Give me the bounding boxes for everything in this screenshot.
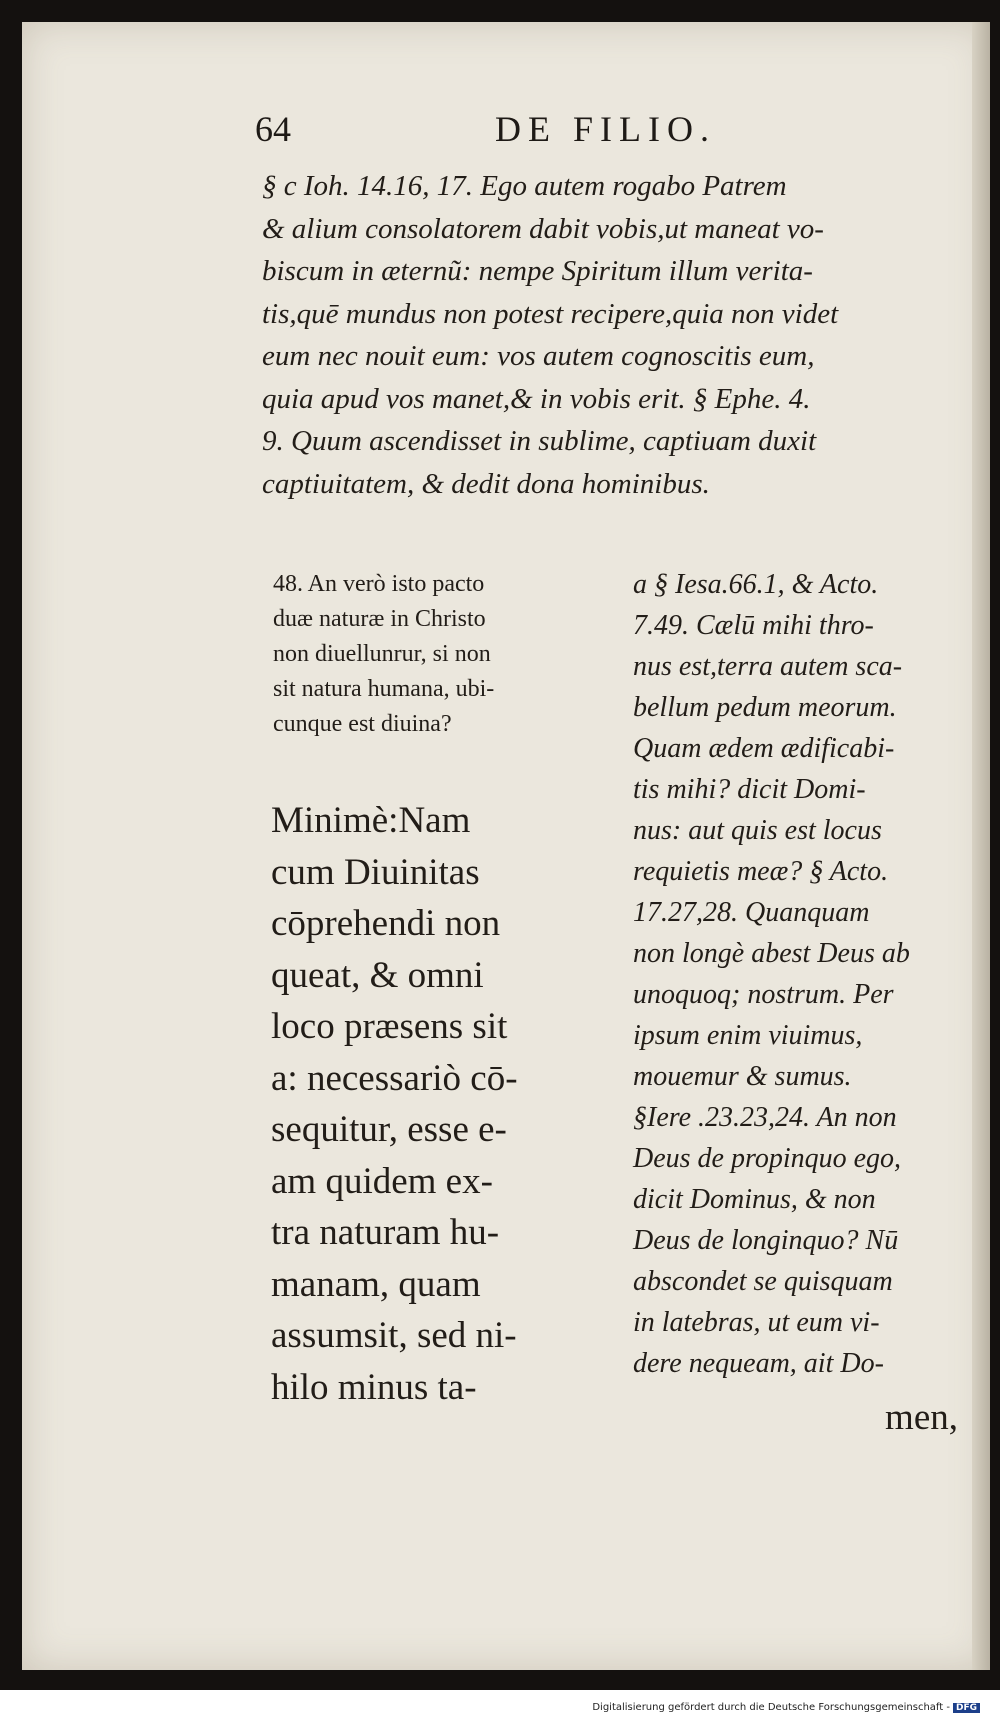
text-line: am quidem ex- xyxy=(271,1160,493,1202)
text-line: 9. Quum ascendisset in sublime, captiuam duxit xyxy=(262,425,817,457)
text-line: 17.27,28. Quanquam xyxy=(633,897,870,928)
text-line: Minimè:Nam xyxy=(271,800,471,841)
text-line: Deus de longinquo? Nū xyxy=(633,1225,899,1256)
text-line: 7.49. Cælū mihi thro- xyxy=(633,610,874,641)
text-line: a: necessariò cō- xyxy=(271,1057,518,1099)
text-line: hilo minus ta- xyxy=(271,1366,477,1408)
text-line: §Iere .23.23,24. An non xyxy=(633,1102,897,1133)
text-line: in latebras, ut eum vi- xyxy=(633,1307,880,1338)
text-line: dicit Dominus, & non xyxy=(633,1184,876,1215)
text-line: cōprehendi non xyxy=(271,903,501,944)
credit-text: Digitalisierung gefördert durch die Deutsche Forschungsgemeinschaft - xyxy=(592,1702,950,1713)
text-line: sequitur, esse e- xyxy=(271,1109,507,1150)
text-line: Quam ædem ædificabi- xyxy=(633,733,895,764)
text-line: nus est,terra autem sca- xyxy=(633,651,903,682)
text-line: ipsum enim viuimus, xyxy=(633,1020,863,1051)
text-line: & alium consolatorem dabit vobis,ut maneat vo- xyxy=(262,212,824,245)
digitization-credit xyxy=(592,1702,980,1713)
text-line: tis mihi? dicit Domi- xyxy=(633,774,866,805)
text-line: sit natura humana, ubi- xyxy=(273,676,495,702)
text-line: 48. An verò isto pacto xyxy=(273,571,485,597)
running-head: DE FILIO. xyxy=(495,109,716,149)
text-line: bellum pedum meorum. xyxy=(633,692,897,723)
text-line: biscum in æternũ: nempe Spiritum illum verita- xyxy=(262,255,813,287)
page-edge xyxy=(972,22,990,1670)
text-line: duæ naturæ in Christo xyxy=(273,606,486,632)
text-line: eum nec nouit eum: vos autem cognoscitis eum, xyxy=(262,340,815,372)
text-line: cunque est diuina? xyxy=(273,711,452,737)
text-line: requietis meæ? § Acto. xyxy=(633,856,889,887)
text-line: a § Iesa.66.1, & Acto. xyxy=(633,569,879,600)
text-line: non longè abest Deus ab xyxy=(633,938,910,969)
text-line: § c Ioh. 14.16, 17. Ego autem rogabo Patrem xyxy=(262,170,787,202)
text-line: abscondet se quisquam xyxy=(633,1266,893,1297)
text-line: assumsit, sed ni- xyxy=(271,1315,517,1356)
text-line: nus: aut quis est locus xyxy=(633,815,882,846)
text-line: tra naturam hu- xyxy=(271,1212,500,1253)
top-footnote xyxy=(262,165,952,505)
text-line: unoquoq; nostrum. Per xyxy=(633,979,894,1010)
answer-text xyxy=(271,795,606,1413)
text-line: loco præsens sit xyxy=(271,1006,508,1047)
text-line: manam, quam xyxy=(271,1263,481,1305)
side-note xyxy=(633,564,963,1384)
text-line: quia apud vos manet,& in vobis erit. § Ephe. 4. xyxy=(262,382,811,415)
text-line: mouemur & sumus. xyxy=(633,1061,852,1092)
text-line: Deus de propinquo ego, xyxy=(633,1143,902,1174)
text-line: dere nequeam, ait Do- xyxy=(633,1348,884,1379)
catchword: men, xyxy=(885,1397,958,1438)
question-text xyxy=(273,567,601,742)
text-line: queat, & omni xyxy=(271,954,484,996)
text-line: non diuellunrur, si non xyxy=(273,641,491,667)
text-line: cum Diuinitas xyxy=(271,851,480,893)
text-line: tis,quē mundus non potest recipere,quia non videt xyxy=(262,297,839,330)
dfg-logo: DFG xyxy=(953,1703,980,1713)
page-header xyxy=(255,108,975,158)
text-line: captiuitatem, & dedit dona hominibus. xyxy=(262,467,710,500)
page-number: 64 xyxy=(255,109,291,149)
